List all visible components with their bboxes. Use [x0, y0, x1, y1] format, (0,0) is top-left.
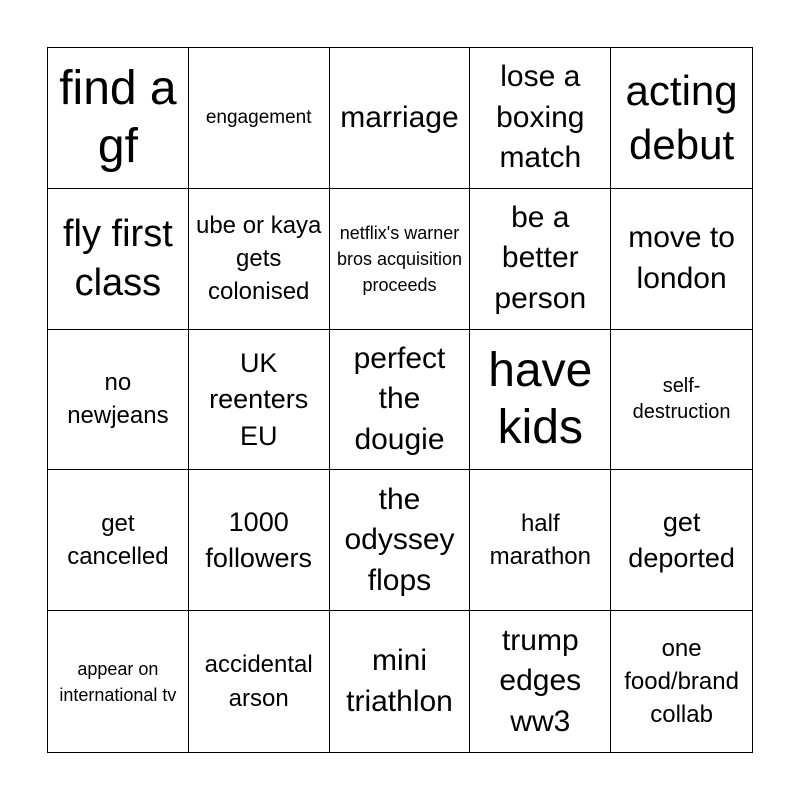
bingo-cell-r1c5[interactable]: acting debut — [611, 48, 752, 189]
bingo-cell-r5c3[interactable]: mini triathlon — [330, 611, 471, 752]
bingo-cell-r1c4[interactable]: lose a boxing match — [470, 48, 611, 189]
bingo-cell-r3c3[interactable]: perfect the dougie — [330, 330, 471, 471]
bingo-cell-r4c2[interactable]: 1000 followers — [189, 470, 330, 611]
bingo-cell-r4c3[interactable]: the odyssey flops — [330, 470, 471, 611]
bingo-cell-r5c2[interactable]: accidental arson — [189, 611, 330, 752]
bingo-cell-r4c5[interactable]: get deported — [611, 470, 752, 611]
bingo-cell-r2c3[interactable]: netflix's warner bros acquisition proceeds — [330, 189, 471, 330]
bingo-cell-r1c3[interactable]: marriage — [330, 48, 471, 189]
bingo-cell-r4c4[interactable]: half marathon — [470, 470, 611, 611]
bingo-cell-r5c5[interactable]: one food/brand collab — [624, 634, 739, 729]
bingo-cell-r3c1[interactable]: no newjeans — [48, 330, 189, 471]
bingo-cell-r5c1[interactable]: appear on international tv — [48, 611, 189, 752]
bingo-cell-r1c1[interactable]: find a gf — [48, 48, 189, 189]
bingo-cell-r3c4[interactable]: have kids — [470, 330, 611, 471]
bingo-cell-r2c5[interactable]: move to london — [611, 189, 752, 330]
bingo-cell-r2c2[interactable]: ube or kaya gets colonised — [189, 189, 330, 330]
bingo-cell-r5c4[interactable]: trump edges ww3 — [470, 611, 611, 752]
bingo-cell-r2c4[interactable]: be a better person — [470, 189, 611, 330]
bingo-board — [47, 47, 753, 753]
bingo-cell-r1c2[interactable]: engagement — [189, 48, 330, 189]
bingo-cell-r3c5[interactable]: self-destruction — [611, 330, 752, 471]
bingo-cell-r4c1[interactable]: get cancelled — [48, 470, 189, 611]
bingo-cell-r3c2[interactable]: UK reenters EU — [189, 330, 330, 471]
bingo-cell-r2c1[interactable]: fly first class — [48, 189, 189, 330]
